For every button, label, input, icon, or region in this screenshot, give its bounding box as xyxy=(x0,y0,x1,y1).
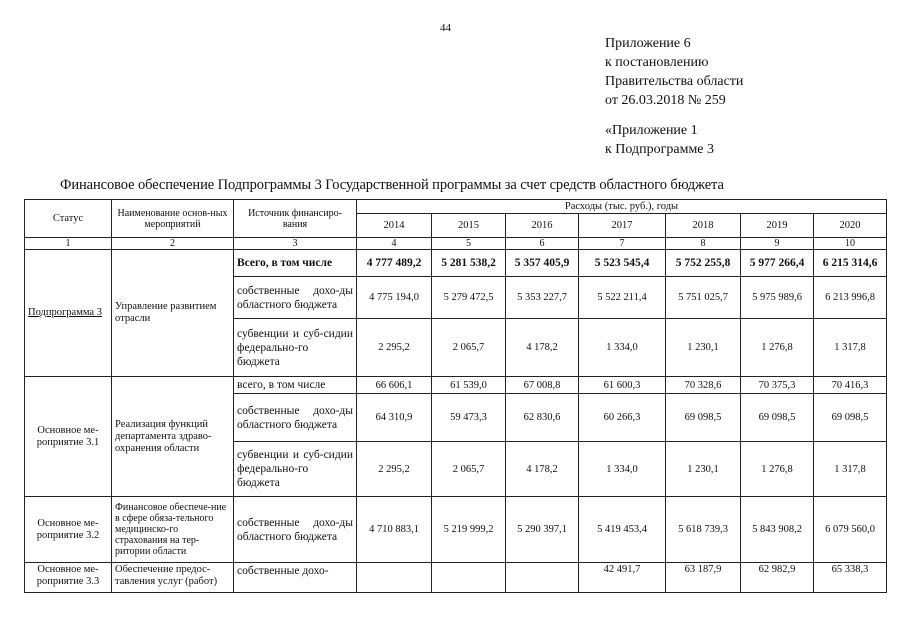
cell-value: 5 752 255,8 xyxy=(666,250,741,277)
cell-value: 5 522 211,4 xyxy=(579,277,666,319)
row-source: собственные дохо-ды областного бюджета xyxy=(234,497,357,563)
cell-value: 5 357 405,9 xyxy=(506,250,579,277)
cell-value: 62 982,9 xyxy=(741,563,814,593)
cell-value: 67 008,8 xyxy=(506,377,579,394)
row-source: Всего, в том числе xyxy=(234,250,357,277)
table-row xyxy=(25,250,887,277)
appendix-line: Приложение 6 xyxy=(605,36,691,51)
header-source: Источник финансиро-вания xyxy=(234,200,357,238)
header-year: 2020 xyxy=(814,214,887,238)
cell-value: 1 334,0 xyxy=(579,442,666,497)
cell-value xyxy=(357,563,432,593)
row-status: Основное ме-роприятие 3.3 xyxy=(25,563,112,593)
cell-value: 4 777 489,2 xyxy=(357,250,432,277)
column-index: 7 xyxy=(579,238,666,250)
column-index: 5 xyxy=(432,238,506,250)
row-source: собственные дохо-ды областного бюджета xyxy=(234,277,357,319)
cell-value: 2 065,7 xyxy=(432,442,506,497)
cell-value: 1 230,1 xyxy=(666,319,741,377)
cell-value: 1 230,1 xyxy=(666,442,741,497)
row-status: Основное ме-роприятие 3.2 xyxy=(25,497,112,563)
cell-value: 5 751 025,7 xyxy=(666,277,741,319)
column-index: 8 xyxy=(666,238,741,250)
document-title: Финансовое обеспечение Подпрограммы 3 Государственной программы за счет средств областного бюджета xyxy=(60,177,724,193)
row-name: Обеспечение предос-тавления услуг (работ) xyxy=(112,563,234,593)
column-index: 4 xyxy=(357,238,432,250)
appendix-ref-line: к Подпрограмме 3 xyxy=(605,142,715,157)
cell-value: 42 491,7 xyxy=(579,563,666,593)
cell-value: 4 775 194,0 xyxy=(357,277,432,319)
header-year: 2016 xyxy=(506,214,579,238)
header-year: 2014 xyxy=(357,214,432,238)
cell-value: 60 266,3 xyxy=(579,394,666,442)
cell-value: 1 317,8 xyxy=(814,442,887,497)
cell-value: 69 098,5 xyxy=(741,394,814,442)
cell-value: 66 606,1 xyxy=(357,377,432,394)
table-row xyxy=(25,497,887,563)
row-source: собственные дохо-ды областного бюджета xyxy=(234,394,357,442)
cell-value: 6 213 996,8 xyxy=(814,277,887,319)
cell-value: 5 419 453,4 xyxy=(579,497,666,563)
cell-value xyxy=(432,563,506,593)
row-source: всего, в том числе xyxy=(234,377,357,394)
column-index: 10 xyxy=(814,238,887,250)
cell-value: 4 178,2 xyxy=(506,319,579,377)
cell-value: 63 187,9 xyxy=(666,563,741,593)
cell-value: 5 290 397,1 xyxy=(506,497,579,563)
page-number: 44 xyxy=(440,22,451,34)
cell-value: 59 473,3 xyxy=(432,394,506,442)
cell-value: 69 098,5 xyxy=(666,394,741,442)
cell-value: 1 317,8 xyxy=(814,319,887,377)
cell-value: 1 276,8 xyxy=(741,442,814,497)
cell-value: 2 295,2 xyxy=(357,319,432,377)
row-name: Финансовое обеспече-ние в сфере обяза-тельного медицинско-го страхования на тер-ритории области xyxy=(112,497,234,563)
header-year: 2019 xyxy=(741,214,814,238)
cell-value: 5 219 999,2 xyxy=(432,497,506,563)
cell-value: 65 338,3 xyxy=(814,563,887,593)
cell-value: 70 328,6 xyxy=(666,377,741,394)
cell-value: 62 830,6 xyxy=(506,394,579,442)
column-index: 6 xyxy=(506,238,579,250)
cell-value: 5 281 538,2 xyxy=(432,250,506,277)
cell-value: 5 975 989,6 xyxy=(741,277,814,319)
row-source: субвенции и суб-сидии федерально-го бюджета xyxy=(234,319,357,377)
header-status: Статус xyxy=(25,200,112,238)
cell-value: 70 416,3 xyxy=(814,377,887,394)
cell-value: 2 065,7 xyxy=(432,319,506,377)
financing-table xyxy=(24,199,887,593)
cell-value xyxy=(506,563,579,593)
cell-value: 5 843 908,2 xyxy=(741,497,814,563)
cell-value: 1 276,8 xyxy=(741,319,814,377)
header-year: 2017 xyxy=(579,214,666,238)
header-year: 2015 xyxy=(432,214,506,238)
appendix-line: от 26.03.2018 № 259 xyxy=(605,93,726,108)
appendix-reference xyxy=(605,121,714,159)
cell-value: 64 310,9 xyxy=(357,394,432,442)
cell-value: 5 523 545,4 xyxy=(579,250,666,277)
appendix-ref-line: «Приложение 1 xyxy=(605,123,698,138)
cell-value: 5 977 266,4 xyxy=(741,250,814,277)
cell-value: 1 334,0 xyxy=(579,319,666,377)
cell-value: 69 098,5 xyxy=(814,394,887,442)
appendix-header xyxy=(605,34,743,110)
row-name: Управление развитием отрасли xyxy=(112,250,234,377)
cell-value: 5 279 472,5 xyxy=(432,277,506,319)
header-year: 2018 xyxy=(666,214,741,238)
header-name: Наименование основ-ных мероприятий xyxy=(112,200,234,238)
appendix-line: к постановлению xyxy=(605,55,709,70)
cell-value: 6 079 560,0 xyxy=(814,497,887,563)
cell-value: 4 710 883,1 xyxy=(357,497,432,563)
row-status: Основное ме-роприятие 3.1 xyxy=(25,377,112,497)
row-source: субвенции и суб-сидии федерально-го бюджета xyxy=(234,442,357,497)
cell-value: 5 353 227,7 xyxy=(506,277,579,319)
cell-value: 61 600,3 xyxy=(579,377,666,394)
table-row xyxy=(25,377,887,394)
cell-value: 2 295,2 xyxy=(357,442,432,497)
column-index: 1 xyxy=(25,238,112,250)
header-expenses: Расходы (тыс. руб.), годы xyxy=(357,200,887,214)
row-name: Реализация функций департамента здраво-охранения области xyxy=(112,377,234,497)
cell-value: 5 618 739,3 xyxy=(666,497,741,563)
column-index: 3 xyxy=(234,238,357,250)
table-row xyxy=(25,563,887,593)
column-index: 2 xyxy=(112,238,234,250)
row-source: собственные дохо- xyxy=(234,563,357,593)
appendix-line: Правительства области xyxy=(605,74,744,89)
cell-value: 61 539,0 xyxy=(432,377,506,394)
cell-value: 70 375,3 xyxy=(741,377,814,394)
cell-value: 4 178,2 xyxy=(506,442,579,497)
cell-value: 6 215 314,6 xyxy=(814,250,887,277)
column-index: 9 xyxy=(741,238,814,250)
row-status: Подпрограмма 3 xyxy=(25,250,112,377)
